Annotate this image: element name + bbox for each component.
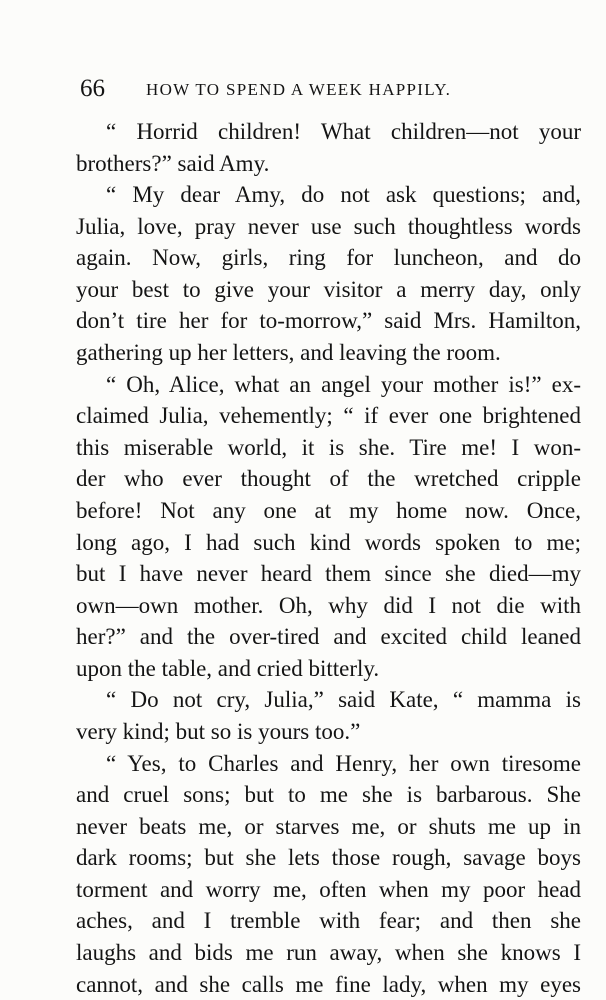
- text-line: and cruel sons; but to me she is barbarous. She: [76, 782, 581, 808]
- text-line: “ My dear Amy, do not ask questions; and,: [106, 182, 581, 208]
- text-line: brothers?” said Amy.: [76, 150, 270, 176]
- text-line: claimed Julia, vehemently; “ if ever one brightened: [76, 403, 581, 429]
- body-text: [76, 116, 581, 1000]
- text-line: never beats me, or starves me, or shuts me up in: [76, 813, 581, 839]
- text-line: aches, and I tremble with fear; and then she: [76, 908, 581, 934]
- text-line: laughs and bids me run away, when she knows I: [76, 940, 581, 966]
- text-line: don’t tire her for to-morrow,” said Mrs. Hamilton,: [76, 308, 581, 334]
- text-line: dark rooms; but she lets those rough, savage boys: [76, 845, 581, 871]
- text-line: gathering up her letters, and leaving the room.: [76, 340, 501, 366]
- text-line: your best to give your visitor a merry day, only: [76, 276, 581, 302]
- text-line: cannot, and she calls me fine lady, when my eyes: [76, 971, 581, 997]
- text-line: “ Do not cry, Julia,” said Kate, “ mamma is: [106, 687, 581, 713]
- text-line: before! Not any one at my home now. Once,: [76, 497, 581, 523]
- text-line: “ Yes, to Charles and Henry, her own tiresome: [106, 750, 581, 776]
- page-number: 66: [80, 75, 105, 102]
- text-line: but I have never heard them since she died—my: [76, 561, 581, 587]
- text-line: again. Now, girls, ring for luncheon, and do: [76, 245, 581, 271]
- text-line: Julia, love, pray never use such thoughtless words: [76, 213, 581, 239]
- text-line: long ago, I had such kind words spoken to me;: [76, 529, 581, 555]
- text-line: upon the table, and cried bitterly.: [76, 655, 380, 681]
- text-line: her?” and the over-tired and excited child leaned: [76, 624, 581, 650]
- text-line: own—own mother. Oh, why did I not die with: [76, 592, 581, 618]
- running-title: HOW TO SPEND A WEEK HAPPILY.: [146, 80, 452, 99]
- text-line: “ Oh, Alice, what an angel your mother is!” ex-: [106, 371, 581, 397]
- text-line: very kind; but so is yours too.”: [76, 718, 361, 744]
- text-line: torment and worry me, often when my poor head: [76, 876, 581, 902]
- text-line: “ Horrid children! What children—not your: [106, 119, 581, 144]
- running-head: [80, 74, 520, 104]
- text-line: this miserable world, it is she. Tire me! I won-: [76, 434, 581, 460]
- text-line: der who ever thought of the wretched cripple: [76, 466, 581, 492]
